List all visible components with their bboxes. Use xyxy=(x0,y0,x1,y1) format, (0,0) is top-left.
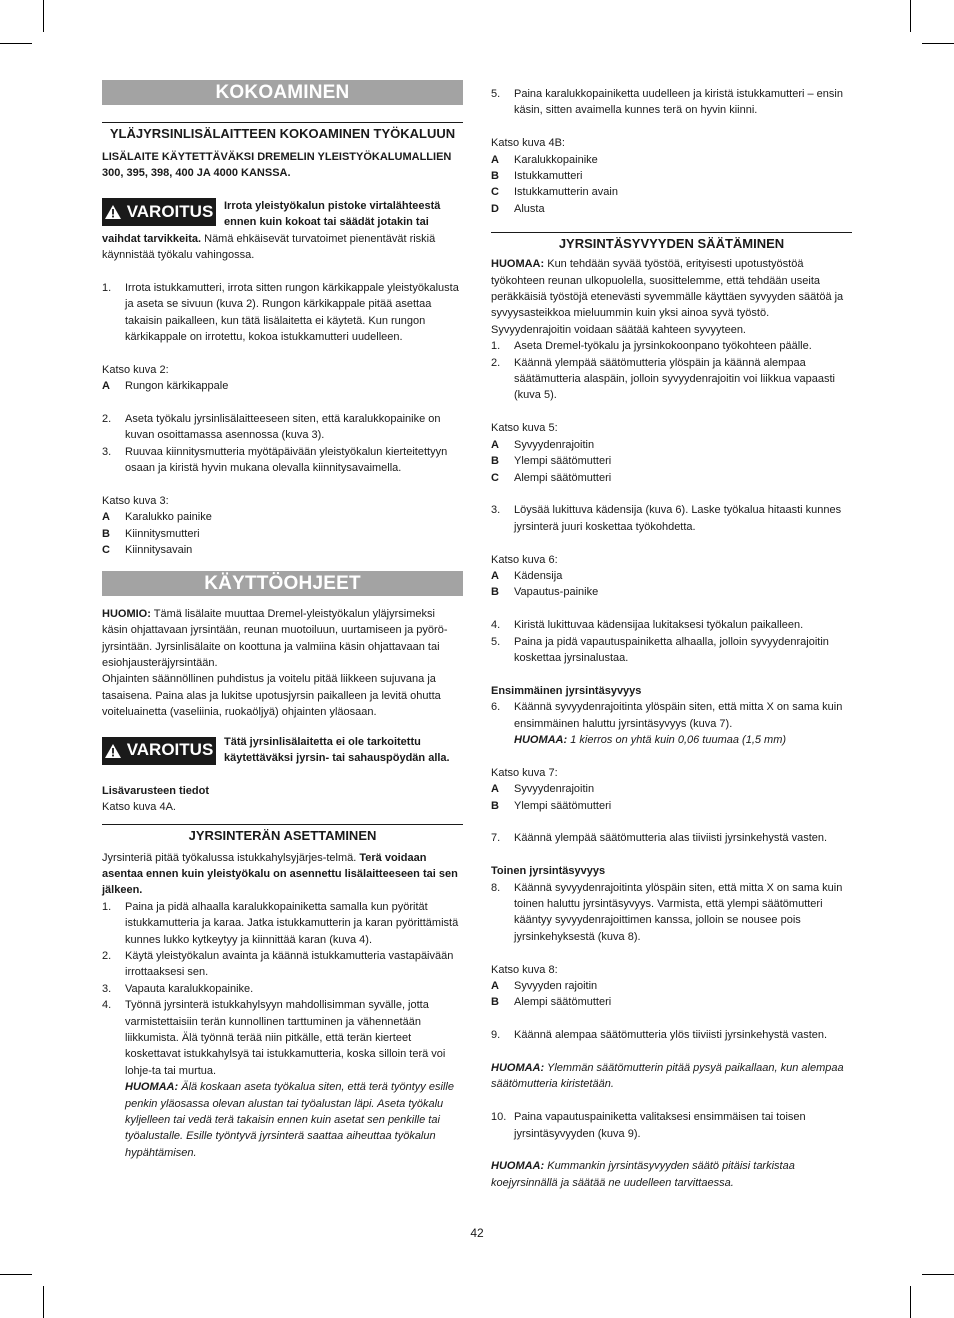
warning-triangle-icon xyxy=(105,744,121,758)
legend-key: B xyxy=(491,586,499,599)
see-figure-5: Katso kuva 5: xyxy=(491,422,558,435)
legend-value: Syvyydenrajoitin xyxy=(514,438,595,451)
legend-value: Ylempi säätömutteri xyxy=(514,455,612,468)
depth-step-4 xyxy=(491,617,852,633)
legend-value: Alempi säätömutteri xyxy=(514,996,612,1009)
step-number: 2. xyxy=(491,356,501,369)
legend-item xyxy=(491,184,852,200)
depth-step-6-note xyxy=(514,732,852,748)
legend-value: Kädensija xyxy=(514,569,563,582)
step-1 xyxy=(102,280,463,346)
depth-step-10 xyxy=(491,1109,852,1142)
accessory-title: Lisävarusteen tiedot xyxy=(102,784,209,797)
warning-label: VAROITUS xyxy=(126,201,214,221)
legend-key: C xyxy=(491,186,499,199)
legend-key: A xyxy=(491,153,499,166)
bit-intro-text: Jyrsinteriä pitää työkalussa istukkahylsyjärjes-telmä. xyxy=(102,851,360,864)
note-text: Kun tehdään syvää työstöä, erityisesti upotustyöstöä työkohteen reunan ulkopuolella, suosittelemme, että tehdään useita peräkkäisiä työstöjä etenevästi syvemmälle käyttäen syvyyden säätöä ja syvyysasteikkoa mieluummin kuin yksi ainoa syvä työstö. Syvyydenrajoitin voidaan säätää kahteen syvyyteen. xyxy=(491,258,844,336)
crop-mark xyxy=(922,43,954,44)
step-number: 1. xyxy=(102,900,112,913)
bit-intro-bold: Terä voidaan asentaa ennen kuin yleistyökalu on asennettu lisälaitteeseen tai sen jälkeen. xyxy=(102,851,458,897)
note-label: HUOMAA: xyxy=(125,1081,179,1094)
legend-value: Istukkamutterin avain xyxy=(514,186,618,199)
step-number: 3. xyxy=(102,982,112,995)
step-text: Paina vapautuspainiketta valitaksesi ensimmäisen tai toisen jyrsintäsyvyyden (kuva 9). xyxy=(514,1111,806,1140)
crop-mark xyxy=(0,1274,32,1275)
warning-badge xyxy=(102,737,216,765)
second-depth-title: Toinen jyrsintäsyvyys xyxy=(491,865,606,878)
step-number: 2. xyxy=(102,949,112,962)
legend-item xyxy=(491,470,852,486)
see-figure-6: Katso kuva 6: xyxy=(491,553,558,566)
legend-item xyxy=(491,798,852,814)
step-text: Paina karalukkopainiketta uudelleen ja kiristä istukkamutteri – ensin käsin, sitten avaimella kunnes terä on hyvin kiinni. xyxy=(514,88,843,117)
warning-triangle-icon xyxy=(105,205,121,219)
step-text: Käännä alempaa säätömutteria ylös tiiviisti jyrsinkehystä vasten. xyxy=(514,1029,828,1042)
legend-value: Istukkamutteri xyxy=(514,170,583,183)
legend-value: Karalukko painike xyxy=(125,511,212,524)
step-number: 3. xyxy=(102,445,112,458)
legend-key: C xyxy=(491,471,499,484)
step-number: 1. xyxy=(491,340,501,353)
step-number: 6. xyxy=(491,701,501,714)
legend-item xyxy=(102,542,463,558)
legend-key: A xyxy=(491,438,499,451)
section-banner-kokoaminen: KOKOAMINEN xyxy=(102,80,463,105)
step-number: 4. xyxy=(491,619,501,632)
see-figure-7: Katso kuva 7: xyxy=(491,766,558,779)
figure-7-legend xyxy=(491,781,852,814)
bit-step-3 xyxy=(102,981,463,997)
see-figure-3: Katso kuva 3: xyxy=(102,495,169,508)
legend-key: B xyxy=(491,455,499,468)
step-2 xyxy=(102,411,463,444)
legend-item xyxy=(491,201,852,217)
legend-item xyxy=(491,584,852,600)
depth-step-7 xyxy=(491,830,852,846)
step-text: Paina ja pidä alhaalla karalukkopainiketta samalla kun pyörität istukkamutteria ja karaa. Jatka istukkamutterin ja karan pyörittämistä kunnes lukko kytkeytyy ja kiinnittää karan (kuva 4). xyxy=(125,900,459,946)
warning-badge xyxy=(102,198,216,226)
step-text: Kiristä lukittuvaa kädensijaa lukitaksesi työkalun paikalleen. xyxy=(514,619,804,632)
step-text: Aseta Dremel-työkalu ja jyrsinkokoonpano työkohteen päälle. xyxy=(514,340,812,353)
legend-item xyxy=(102,526,463,542)
page-number: 42 xyxy=(470,1226,484,1240)
crop-mark xyxy=(910,0,911,32)
legend-key: A xyxy=(491,979,499,992)
step-text: Työnnä jyrsinterä istukkahylsyyn mahdollisimman syvälle, jotta varmistettaisiin terän kunnollinen tarttuminen ja vähennetään liikkumista. Älä työnnä terää niin pitkälle, että terän kierteet koskettavat istukkahylsyä tai istukkamutteria, koska silloin terä voi lohje-ta tai murtua. xyxy=(125,999,446,1077)
legend-value: Kiinnitysmutteri xyxy=(125,527,200,540)
legend-item xyxy=(491,152,852,168)
depth-note-3 xyxy=(491,1158,852,1191)
note-label: HUOMAA: xyxy=(491,1061,545,1074)
step-number: 9. xyxy=(491,1029,501,1042)
bit-step-4-note xyxy=(125,1079,463,1161)
subheading-depth: JYRSINTÄSYVYYDEN SÄÄTÄMINEN xyxy=(491,232,852,252)
figure-8-legend xyxy=(491,978,852,1011)
depth-step-9 xyxy=(491,1027,852,1043)
step-number: 7. xyxy=(491,832,501,845)
legend-value: Kiinnitysavain xyxy=(125,544,193,557)
legend-key: A xyxy=(102,380,110,393)
note-label: HUOMAA: xyxy=(491,1160,545,1173)
warning-label: VAROITUS xyxy=(126,740,214,760)
step-text: Käännä ylempää säätömutteria ylöspäin ja käännä alempaa säätämutteria alaspäin, jolloin syvyydenrajoitin voi liikkua vapaasti (kuva 5). xyxy=(514,356,835,402)
legend-value: Alempi säätömutteri xyxy=(514,471,612,484)
warning-block-2 xyxy=(102,734,463,767)
figure-2-legend xyxy=(102,378,463,394)
legend-key: D xyxy=(491,202,499,215)
warning-text-rest: Nämä ehkäisevät turvatoimet pienentävät riskiä käynnistää työkalu vahingossa. xyxy=(102,232,436,262)
depth-step-6 xyxy=(491,699,852,748)
right-column xyxy=(491,86,852,1191)
note-text: 1 kierros on yhtä kuin 0,06 tuumaa (1,5 mm) xyxy=(567,733,787,746)
intro-compatibility: LISÄLAITE KÄYTETTÄVÄKSI DREMELIN YLEISTYÖKALUMALLIEN 300, 395, 398, 400 JA 4000 KANSSA. xyxy=(102,151,452,180)
first-depth-title: Ensimmäinen jyrsintäsyvyys xyxy=(491,684,642,697)
step-number: 4. xyxy=(102,999,112,1012)
depth-step-2 xyxy=(491,355,852,404)
legend-key: B xyxy=(491,170,499,183)
bit-step-4 xyxy=(102,997,463,1161)
legend-item xyxy=(491,437,852,453)
step-text: Irrota istukkamutteri, irrota sitten rungon kärkikappale yleistyökalusta ja aseta se sivuun (kuva 2). Rungon kärkikappale pitää asettaa takaisin paikalleen, kun tätä lisälaitetta ei käytetä. Kun rungon kärkikappale on irrotettu, kokoa istukkamutteri uudelleen. xyxy=(125,281,459,344)
legend-item xyxy=(491,168,852,184)
bit-step-5 xyxy=(491,86,852,119)
legend-key: B xyxy=(102,527,110,540)
legend-value: Vapautus-painike xyxy=(514,586,599,599)
legend-value: Alusta xyxy=(514,202,545,215)
left-column xyxy=(102,80,463,1161)
legend-key: A xyxy=(102,511,110,524)
step-number: 10. xyxy=(491,1111,507,1124)
step-number: 8. xyxy=(491,881,501,894)
crop-mark xyxy=(922,1274,954,1275)
depth-step-3 xyxy=(491,502,852,535)
step-number: 2. xyxy=(102,413,112,426)
legend-value: Syvyydenrajoitin xyxy=(514,783,595,796)
step-text: Aseta työkalu jyrsinlisälaitteeseen siten, että karalukkopainike on kuvan osoittamassa asennossa (kuva 3). xyxy=(125,413,441,442)
huomio-text: Tämä lisälaite muuttaa Dremel-yleistyökalun yläjyrsimeksi käsin ohjattavaan jyrsintään, reunan muotoiluun, uurtamiseen ja pyörö-jyrsintään. Jyrsinlisälaite on koottuna ja valmiina käsin ohjattavaan tai esiohjausteräjyrsintään. xyxy=(102,607,448,669)
legend-key: B xyxy=(491,996,499,1009)
legend-item xyxy=(491,978,852,994)
note-label: HUOMAA: xyxy=(491,258,545,271)
huomio-paragraph xyxy=(102,606,463,672)
note-text: Ylemmän säätömutterin pitää pysyä paikallaan, kun alempaa säätömutteria kiristetään. xyxy=(491,1061,844,1091)
figure-3-legend xyxy=(102,509,463,558)
bit-step-2 xyxy=(102,948,463,981)
crop-mark xyxy=(0,43,32,44)
legend-key: A xyxy=(491,783,499,796)
step-text: Paina ja pidä vapautuspainiketta alhaalla, jolloin syvyydenrajoitin koskettaa jyrsinalustaa. xyxy=(514,635,829,664)
see-figure-4b: Katso kuva 4B: xyxy=(491,137,565,150)
legend-item xyxy=(491,994,852,1010)
step-text: Löysää lukittuva kädensija (kuva 6). Laske työkalua hitaasti kunnes jyrsinterä juuri koskettaa työkohdetta. xyxy=(514,504,842,533)
step-text: Käännä syvyydenrajoitinta ylöspäin siten, että mitta X on sama kuin ensimmäinen haluttu jyrsintäsyvyys (kuva 7). xyxy=(514,701,843,730)
step-3 xyxy=(102,444,463,477)
step-number: 1. xyxy=(102,281,112,294)
bit-intro xyxy=(102,850,463,899)
step-text: Käytä yleistyökalun avainta ja käännä istukkamutteria vastapäivään irrottaaksesi sen. xyxy=(125,949,454,979)
figure-4b-legend xyxy=(491,152,852,218)
crop-mark xyxy=(43,0,44,32)
legend-item xyxy=(491,568,852,584)
figure-5-legend xyxy=(491,437,852,486)
note-label: HUOMAA: xyxy=(514,733,568,746)
see-figure-8: Katso kuva 8: xyxy=(491,963,558,976)
warning-text-1: Irrota yleistyökalun pistoke virtalähteestä ennen kuin kokoat tai säädät jotakin tai xyxy=(224,199,441,229)
legend-value: Rungon kärkikappale xyxy=(125,380,229,393)
legend-key: C xyxy=(102,544,110,557)
see-figure-2: Katso kuva 2: xyxy=(102,363,169,376)
step-number: 5. xyxy=(491,88,501,100)
depth-step-1 xyxy=(491,338,852,354)
note-text: Kummankin jyrsintäsyvyyden säätö pitäisi tarkistaa koejyrsinnällä ja säätää ne uudelleen tarvittaessa. xyxy=(491,1160,795,1189)
legend-value: Syvyyden rajoitin xyxy=(514,979,598,992)
subheading-assembly: YLÄJYRSINLISÄLAITTEEN KOKOAMINEN TYÖKALUUN xyxy=(102,122,463,142)
legend-key: A xyxy=(491,569,499,582)
crop-mark xyxy=(43,1286,44,1318)
depth-step-8 xyxy=(491,880,852,946)
depth-note xyxy=(491,256,852,338)
huomio-label: HUOMIO: xyxy=(102,607,151,620)
lubrication-paragraph: Ohjainten säännöllinen puhdistus ja voitelu pitää liikkeen sujuvana ja tasaisena. Paina alas ja lukitse upotusjyrsin paikalleen ja levitä ohutta voiteluainetta (vaseliinia, ruokaöljyä) ohjainten yläosaan. xyxy=(102,673,441,719)
warning-text-bold: vaihdat tarvikkeita. xyxy=(102,232,202,245)
accessory-see: Katso kuva 4A. xyxy=(102,801,176,814)
legend-item xyxy=(102,378,463,394)
step-text: Ruuvaa kiinnitysmutteria myötäpäivään yleistyökalun kierteitettyyn osaan ja kiristä hyvin mukana olevalla kiinnitysavaimella. xyxy=(125,445,448,475)
legend-value: Karalukkopainike xyxy=(514,153,598,166)
warning-block-1 xyxy=(102,198,463,231)
note-text: Älä koskaan aseta työkalua siten, että terä työntyy esille penkin yläosassa olevan alustan tai työalustan läpi. Aseta työkalu kyljelleen tai vedä terä takaisin ennen kuin asetat sen penkille tai työalustalle. Esille työntyvä jyrsinterä saattaa aiheuttaa työkalun hypähtämisen. xyxy=(125,1081,454,1159)
legend-key: B xyxy=(491,799,499,812)
legend-item xyxy=(102,509,463,525)
step-text: Käännä ylempää säätömutteria alas tiiviisti jyrsinkehystä vasten. xyxy=(514,832,828,845)
step-number: 5. xyxy=(491,635,501,648)
depth-step-5 xyxy=(491,634,852,667)
warning-text-1-continued xyxy=(102,231,463,264)
subheading-bit: JYRSINTERÄN ASETTAMINEN xyxy=(102,824,463,844)
step-number: 3. xyxy=(491,504,501,517)
crop-mark xyxy=(910,1286,911,1318)
warning-text-2: Tätä jyrsinlisälaitetta ei ole tarkoitettu käytettäväksi jyrsin- tai sahauspöydän alla. xyxy=(224,735,450,764)
legend-item xyxy=(491,453,852,469)
bit-step-1 xyxy=(102,899,463,948)
figure-6-legend xyxy=(491,568,852,601)
step-text: Vapauta karalukkopainike. xyxy=(125,982,254,995)
step-text: Käännä syvyydenrajoitinta ylöspäin siten, että mitta X on sama kuin toinen haluttu jyrsintäsyvyys. Varmista, että ylempi säätömutteri kääntyy syvyydenrajoittimen kanssa, jolloin se nousee pois jyrsinkehyksestä (kuva 8). xyxy=(514,881,843,943)
legend-item xyxy=(491,781,852,797)
legend-value: Ylempi säätömutteri xyxy=(514,799,612,812)
depth-note-2 xyxy=(491,1060,852,1093)
section-banner-kayttoohjeet: KÄYTTÖOHJEET xyxy=(102,571,463,596)
